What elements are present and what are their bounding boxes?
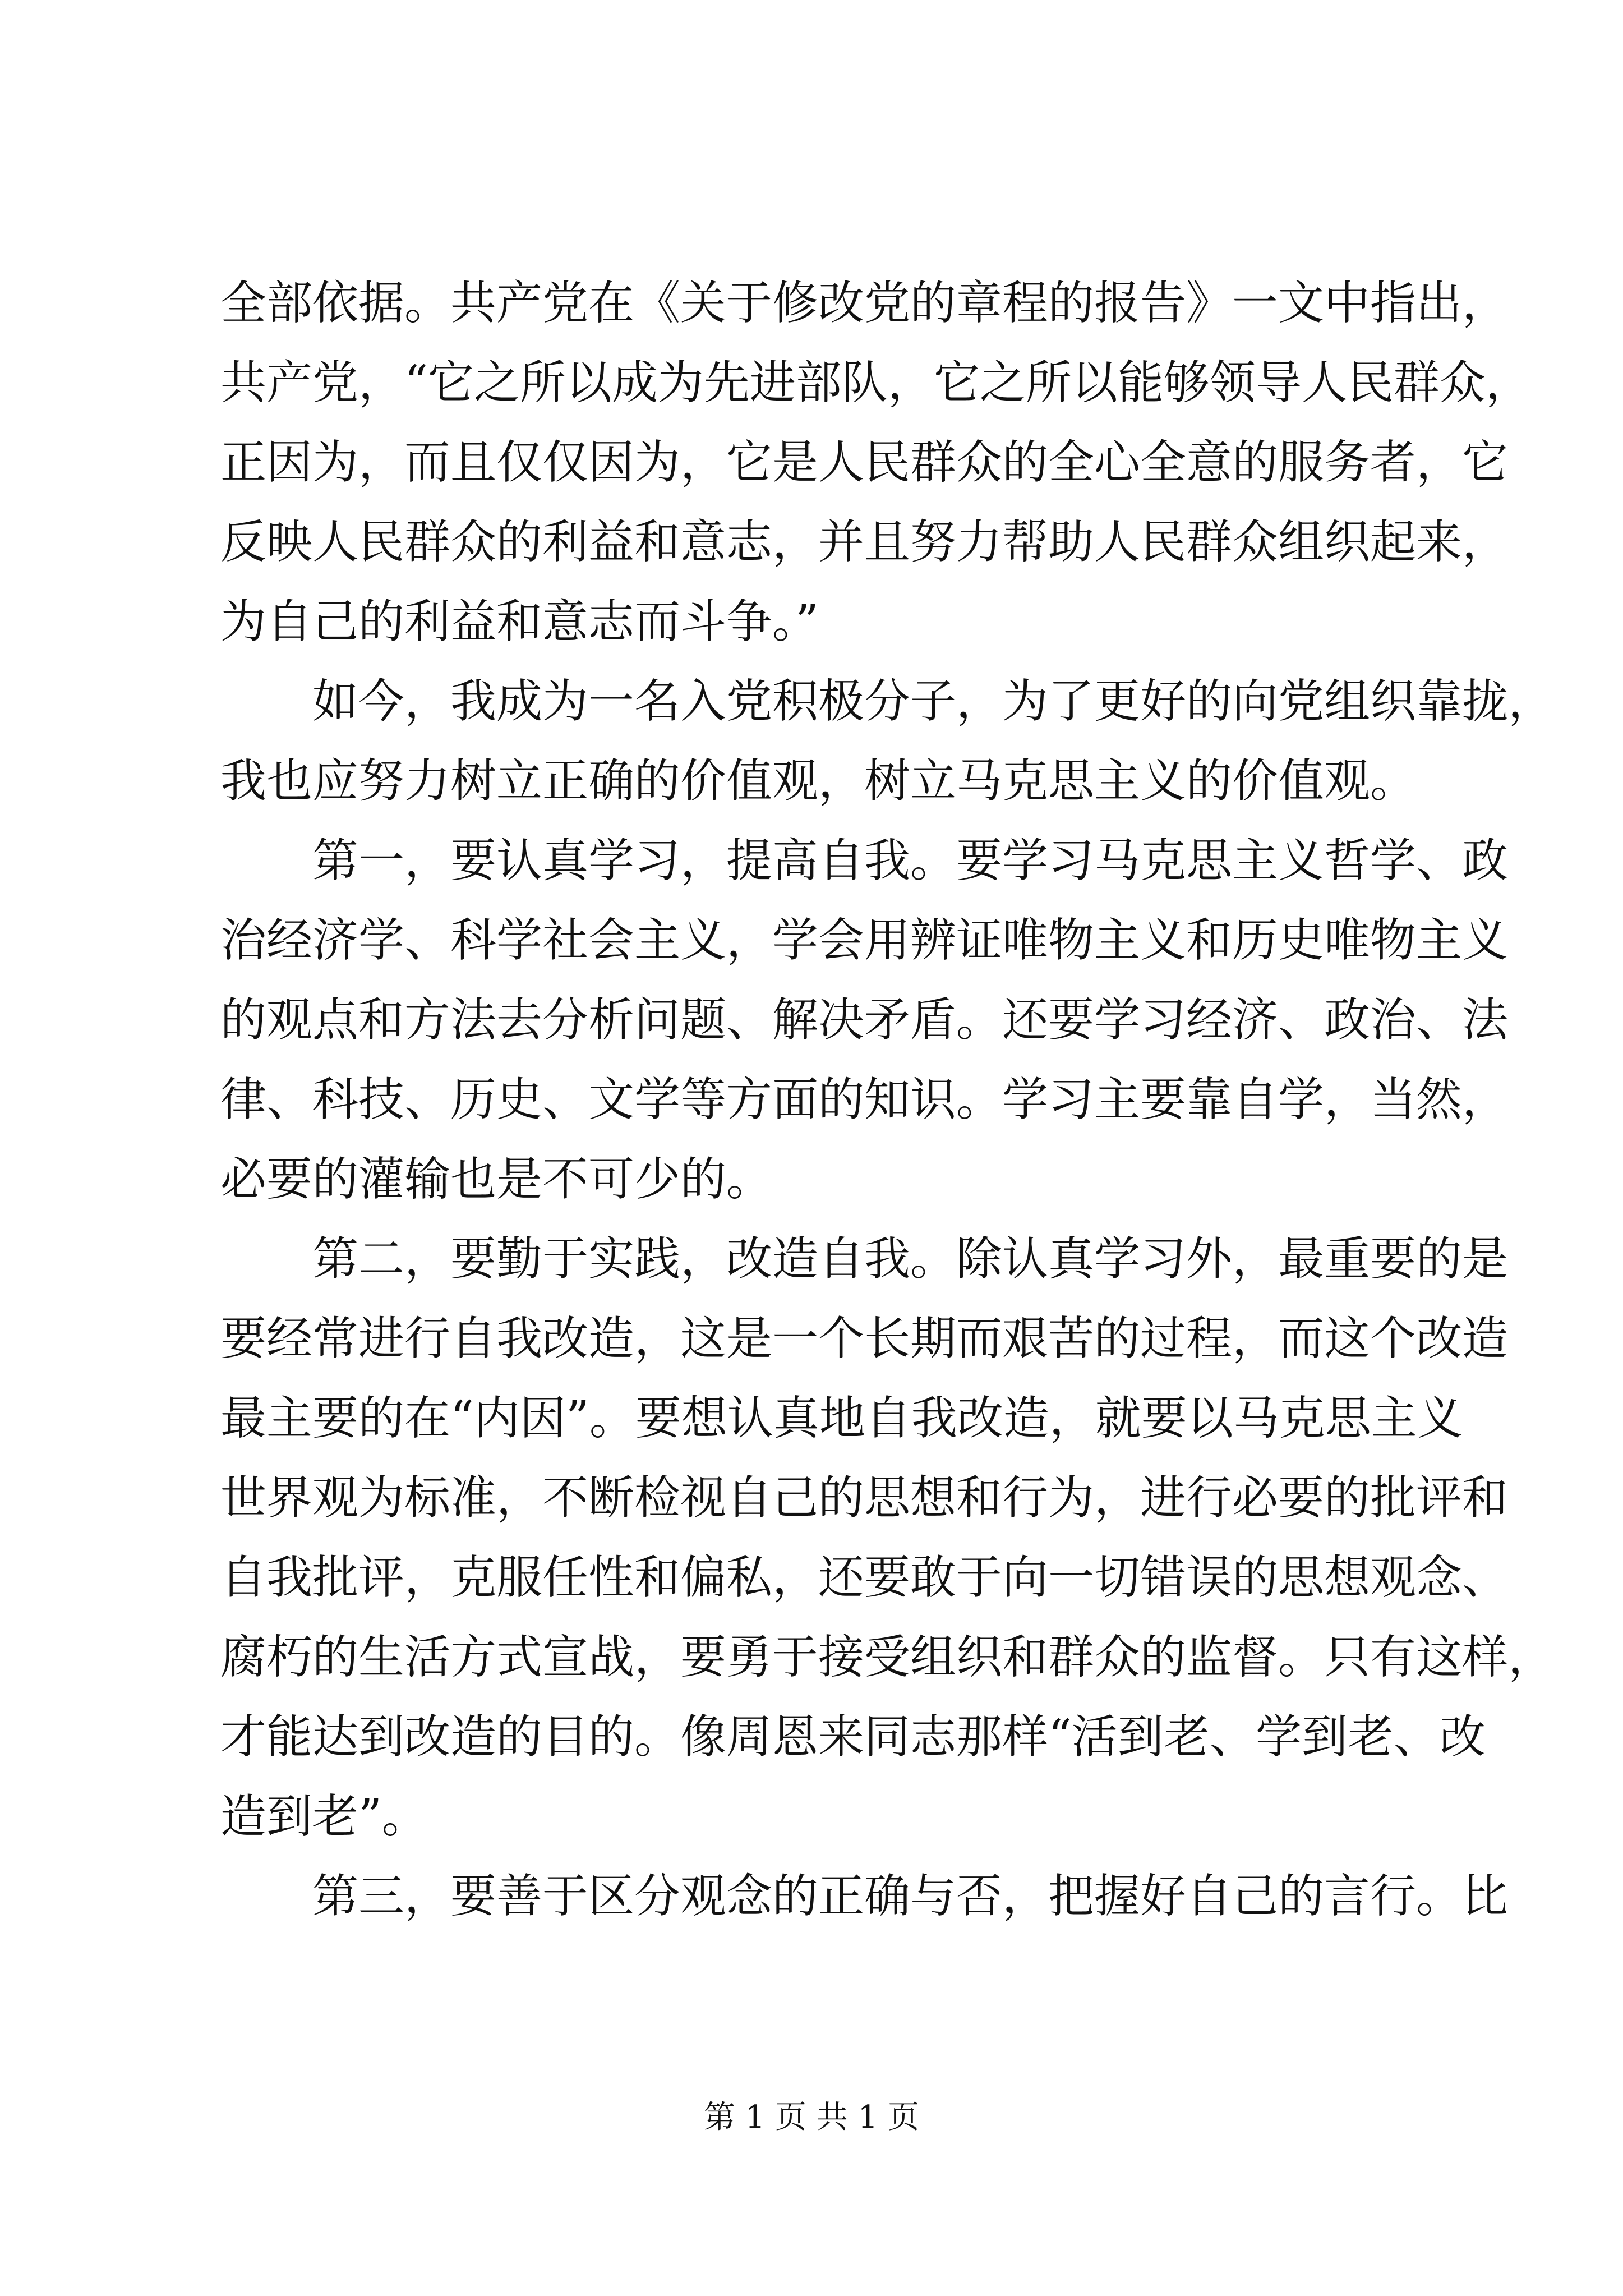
text-line: 第二，要勤于实践，改造自我。除认真学习外，最重要的是 bbox=[312, 1232, 1509, 1286]
text-line: 必要的灌输也是不可少的。 bbox=[220, 1153, 773, 1206]
text-line: 为自己的利益和意志而斗争。” bbox=[220, 595, 819, 648]
paragraph bbox=[220, 1857, 1509, 1936]
text-line: 正因为，而且仅仅因为，它是人民群众的全心全意的服务者，它 bbox=[220, 436, 1509, 489]
text-line: 最主要的在“内因”。要想认真地自我改造，就要以马克思主义 bbox=[220, 1392, 1463, 1445]
text-line: 自我批评，克服任性和偏私，还要敢于向一切错误的思想观念、 bbox=[220, 1551, 1509, 1604]
text-line: 腐朽的生活方式宣战，要勇于接受组织和群众的监督。只有这样， bbox=[220, 1631, 1555, 1684]
paragraph bbox=[220, 264, 1532, 662]
text-line: 第三，要善于区分观念的正确与否，把握好自己的言行。比 bbox=[312, 1870, 1509, 1923]
text-line: 才能达到改造的目的。像周恩来同志那样“活到老、学到老、改 bbox=[220, 1710, 1486, 1764]
text-line: 的观点和方法去分析问题、解决矛盾。还要学习经济、政治、法 bbox=[220, 993, 1509, 1047]
text-line: 世界观为标准，不断检视自己的思想和行为，进行必要的批评和 bbox=[220, 1471, 1509, 1525]
text-line: 全部依据。共产党在《关于修改党的章程的报告》一文中指出， bbox=[220, 277, 1509, 330]
text-line: 要经常进行自我改造，这是一个长期而艰苦的过程，而这个改造 bbox=[220, 1312, 1509, 1365]
body-text bbox=[220, 264, 1555, 1936]
paragraph bbox=[220, 1220, 1555, 1857]
paragraph bbox=[220, 821, 1509, 1220]
text-line: 如今，我成为一名入党积极分子，为了更好的向党组织靠拢， bbox=[312, 675, 1555, 728]
paragraph bbox=[220, 662, 1555, 821]
text-line: 律、科技、历史、文学等方面的知识。学习主要靠自学，当然， bbox=[220, 1073, 1509, 1126]
text-line: 反映人民群众的利益和意志，并且努力帮助人民群众组织起来， bbox=[220, 516, 1509, 569]
text-line: 共产党，“它之所以成为先进部队，它之所以能够领导人民群众， bbox=[220, 356, 1532, 409]
page-footer: 第 1 页 共 1 页 bbox=[703, 2099, 920, 2136]
text-line: 第一，要认真学习，提高自我。要学习马克思主义哲学、政 bbox=[312, 834, 1509, 887]
text-line: 我也应努力树立正确的价值观，树立马克思主义的价值观。 bbox=[220, 754, 1417, 808]
text-line: 造到老”。 bbox=[220, 1790, 428, 1843]
text-line: 治经济学、科学社会主义，学会用辨证唯物主义和历史唯物主义 bbox=[220, 914, 1509, 967]
